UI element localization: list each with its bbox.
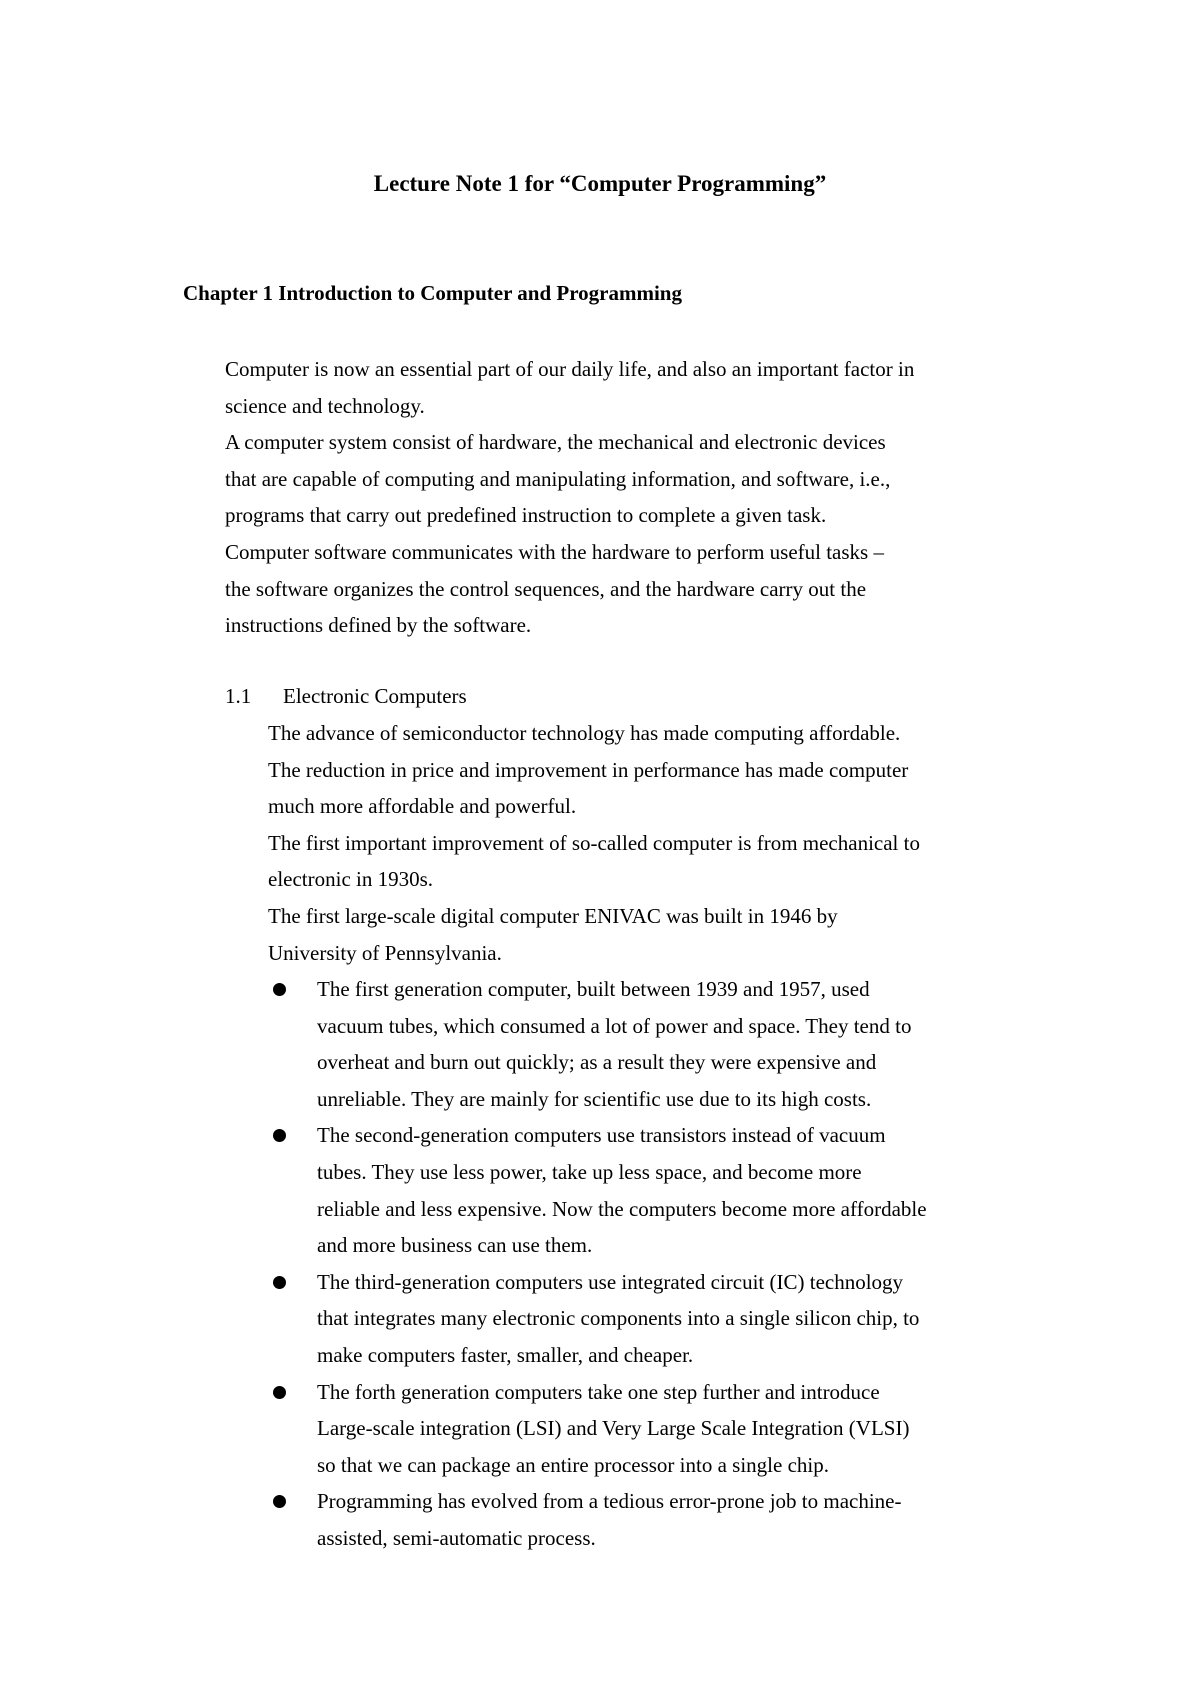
bullet-line: Programming has evolved from a tedious error-prone job to machine- (317, 1489, 902, 1514)
bullet-dot-icon (273, 983, 286, 996)
section-line: The advance of semiconductor technology has made computing affordable. (268, 721, 901, 745)
bullet-item (268, 1483, 1068, 1556)
bullet-line: unreliable. They are mainly for scientific use due to its high costs. (317, 1086, 872, 1111)
bullet-line: assisted, semi-automatic process. (317, 1525, 596, 1550)
intro-line: programs that carry out predefined instruction to complete a given task. (225, 503, 827, 528)
section-line: The reduction in price and improvement in performance has made computer (268, 757, 909, 782)
section-line: much more affordable and powerful. (268, 794, 577, 819)
section-heading (225, 678, 467, 715)
section-title: Electronic Computers (283, 684, 467, 708)
intro-paragraph (225, 351, 1045, 644)
intro-line: the software organizes the control sequences, and the hardware carry out the (225, 576, 867, 601)
bullet-line: The first generation computer, built between 1939 and 1957, used (317, 977, 870, 1001)
bullet-line: The third-generation computers use integrated circuit (IC) technology (317, 1269, 904, 1294)
bullet-line: vacuum tubes, which consumed a lot of power and space. They tend to (317, 1013, 912, 1038)
bullet-line: that integrates many electronic components into a single silicon chip, to (317, 1306, 920, 1331)
bullet-dot-icon (273, 1276, 286, 1289)
intro-line: Computer is now an essential part of our daily life, and also an important factor in (225, 357, 915, 381)
bullet-line: Large-scale integration (LSI) and Very Large Scale Integration (VLSI) (317, 1416, 910, 1441)
bullet-dot-icon (273, 1495, 286, 1508)
intro-line: science and technology. (225, 393, 425, 418)
bullet-dot-icon (273, 1386, 286, 1399)
section-line: University of Pennsylvania. (268, 940, 502, 965)
intro-line: A computer system consist of hardware, the mechanical and electronic devices (225, 430, 886, 455)
bullet-line: reliable and less expensive. Now the computers become more affordable (317, 1196, 927, 1221)
bullet-line: make computers faster, smaller, and cheaper. (317, 1342, 694, 1367)
bullet-item (268, 971, 1068, 1117)
bullet-line: and more business can use them. (317, 1233, 593, 1258)
section-line: The first large-scale digital computer ENIVAC was built in 1946 by (268, 903, 838, 928)
bullet-line: so that we can package an entire processor into a single chip. (317, 1452, 829, 1477)
bullet-line: tubes. They use less power, take up less space, and become more (317, 1159, 862, 1184)
bullet-item (268, 1264, 1068, 1374)
bullet-line: The second-generation computers use transistors instead of vacuum (317, 1123, 886, 1148)
section-line: The first important improvement of so-called computer is from mechanical to (268, 830, 920, 855)
bullet-item (268, 1117, 1068, 1263)
section-paragraph (268, 715, 1068, 971)
bullet-dot-icon (273, 1129, 286, 1142)
page-title: Lecture Note 1 for “Computer Programming” (373, 171, 827, 196)
section-number: 1.1 (225, 684, 252, 708)
bullet-item (268, 1374, 1068, 1484)
intro-line: instructions defined by the software. (225, 613, 532, 638)
intro-line: that are capable of computing and manipulating information, and software, i.e., (225, 466, 891, 491)
generation-bullet-list (268, 971, 1068, 1557)
intro-line: Computer software communicates with the hardware to perform useful tasks – (225, 539, 884, 564)
section-line: electronic in 1930s. (268, 867, 434, 892)
bullet-line: overheat and burn out quickly; as a result they were expensive and (317, 1050, 877, 1075)
chapter-heading: Chapter 1 Introduction to Computer and Programming (183, 281, 682, 305)
bullet-line: The forth generation computers take one step further and introduce (317, 1379, 880, 1404)
